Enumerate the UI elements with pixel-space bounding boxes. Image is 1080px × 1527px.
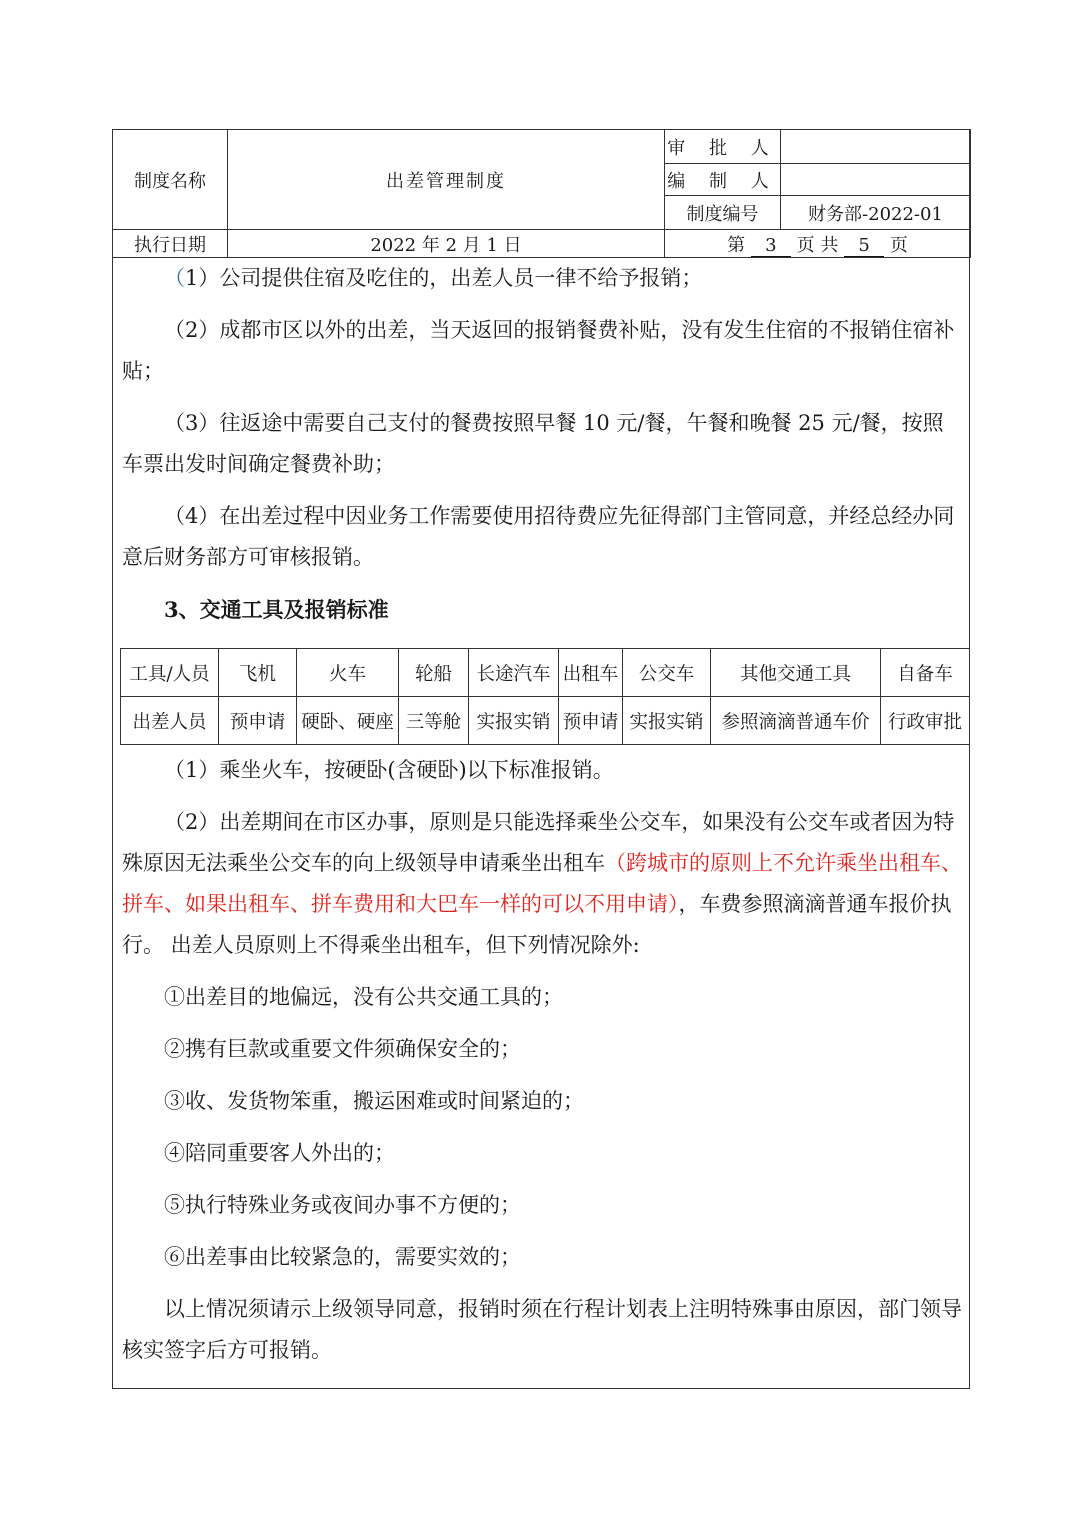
table-cell: 长途汽车: [469, 649, 559, 697]
table-cell: 其他交通工具: [711, 649, 881, 697]
section-heading: 3、交通工具及报销标准: [164, 597, 389, 622]
table-row: [121, 697, 970, 745]
exception-item-3: ③收、发货物笨重，搬运困难或时间紧迫的；: [164, 1089, 584, 1113]
table-cell: 实报实销: [623, 697, 711, 745]
paragraph-4: （4）在出差过程中因业务工作需要使用招待费应先征得部门主管同意，并经总经办同意后财务部方可审核报销。: [122, 504, 955, 569]
paragraph-1: [122, 258, 962, 299]
closing-paragraph: 以上情况须请示上级领导同意，报销时须在行程计划表上注明特殊事由原因，部门领导核实签字后方可报销。: [122, 1297, 962, 1362]
code-label: 制度编号: [665, 196, 781, 230]
table-cell: 参照滴滴普通车价: [711, 697, 881, 745]
page-counter: [665, 230, 971, 258]
exception-item-4: ④陪同重要客人外出的；: [164, 1141, 395, 1165]
table-cell: 硬卧、硬座: [297, 697, 399, 745]
rule-2-text-a: （2）出差期间在市区办事，原则是只能选择乘坐公交车，如果没有公交车或者因为特殊原因无法乘坐公交车的向上级领导申请乘坐出租车: [122, 810, 955, 875]
header-table: [112, 129, 971, 258]
paragraph-1-text: 1）公司提供住宿及吃住的，出差人员一律不给予报销；: [185, 266, 703, 290]
exception-item-1: ①出差目的地偏远，没有公共交通工具的；: [164, 985, 563, 1009]
exception-item-2: ②携有巨款或重要文件须确保安全的；: [164, 1037, 521, 1061]
table-cell: 自备车: [881, 649, 970, 697]
rule-1: （1）乘坐火车，按硬卧(含硬卧)以下标准报销。: [164, 758, 614, 782]
page-current: 3: [751, 235, 791, 257]
date-label: 执行日期: [113, 230, 228, 258]
transport-rules: [122, 750, 962, 1382]
paragraph-1-open: （: [164, 266, 185, 290]
code-value: 财务部-2022-01: [781, 196, 971, 230]
page-prefix: 第: [727, 234, 746, 256]
policy-body: [122, 258, 962, 641]
table-cell: 火车: [297, 649, 399, 697]
table-cell: 公交车: [623, 649, 711, 697]
author-value: [781, 164, 971, 196]
name-label: 制度名称: [113, 130, 228, 230]
exception-item-6: ⑥出差事由比较紧急的，需要实效的；: [164, 1245, 521, 1269]
table-cell: 行政审批: [881, 697, 970, 745]
transport-table: [120, 648, 970, 745]
rule-2-text-b: ，车费参照滴滴普通车报价执行。 出差人员原则上不得乘坐出租车，但下列情况除外:: [122, 892, 952, 957]
paragraph-2: （2）成都市区以外的出差，当天返回的报销餐费补贴，没有发生住宿的不报销住宿补贴；: [122, 318, 955, 383]
table-cell: 预申请: [219, 697, 297, 745]
page-mid: 页 共: [796, 234, 839, 256]
table-cell: 工具/人员: [121, 649, 219, 697]
rule-2: [122, 802, 962, 966]
approver-value: [781, 130, 971, 164]
table-cell: 飞机: [219, 649, 297, 697]
author-label: 编 制 人: [665, 164, 781, 196]
rule-2-red-note: （跨城市的原则上不允许乘坐出租车、拼车、如果出租车、拼车费用和大巴车一样的可以不用申请）: [122, 851, 962, 916]
page-title: 出差管理制度: [228, 130, 665, 230]
approver-label: 审 批 人: [665, 130, 781, 164]
table-cell: 预申请: [559, 697, 623, 745]
table-cell: 实报实销: [469, 697, 559, 745]
page-total: 5: [844, 235, 884, 257]
paragraph-3: （3）往返途中需要自己支付的餐费按照早餐 10 元/餐，午餐和晚餐 25 元/餐，按照车票出发时间确定餐费补助；: [122, 411, 944, 476]
table-cell: 出租车: [559, 649, 623, 697]
table-cell: 出差人员: [121, 697, 219, 745]
table-cell: 三等舱: [399, 697, 469, 745]
table-header-row: [121, 649, 970, 697]
date-value: 2022 年 2 月 1 日: [228, 230, 665, 258]
table-cell: 轮船: [399, 649, 469, 697]
exception-item-5: ⑤执行特殊业务或夜间办事不方便的；: [164, 1193, 521, 1217]
page-suffix: 页: [889, 234, 908, 256]
